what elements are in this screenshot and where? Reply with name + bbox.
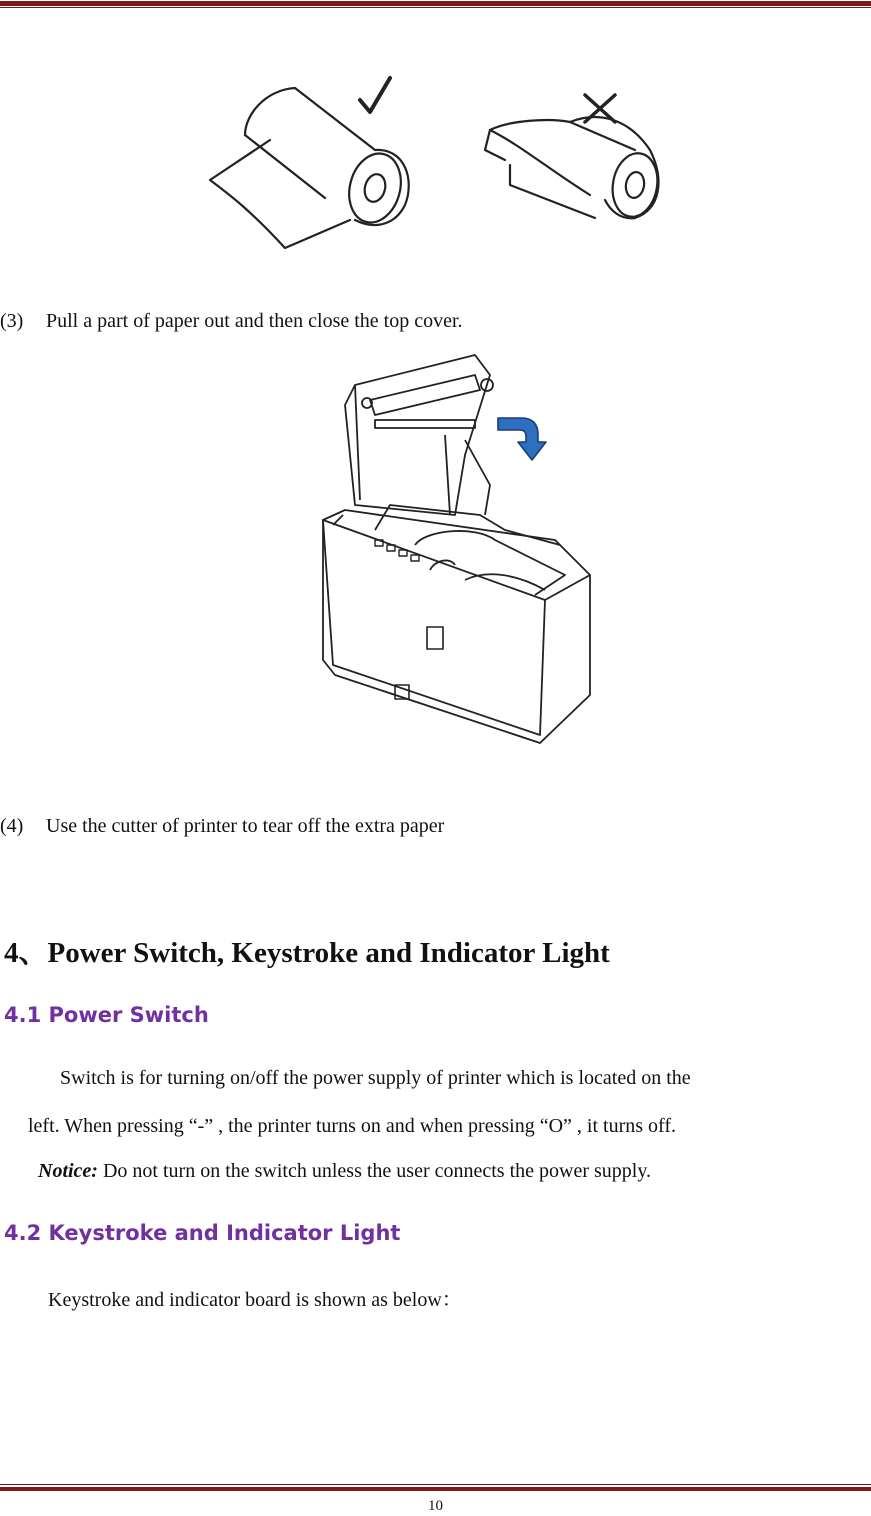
header-rule bbox=[0, 0, 871, 9]
step-4 bbox=[0, 815, 444, 838]
incorrect-roll-illustration bbox=[485, 117, 662, 220]
step-number: (4) bbox=[0, 815, 24, 837]
control-buttons bbox=[375, 540, 419, 561]
notice-text: Do not turn on the switch unless the user connects the power supply. bbox=[97, 1160, 652, 1182]
power-switch bbox=[427, 627, 443, 649]
section-4-1-heading: 4.1 Power Switch bbox=[4, 1003, 209, 1027]
close-cover-arrow bbox=[496, 412, 551, 464]
check-mark-icon bbox=[360, 78, 390, 112]
keystroke-paragraph: Keystroke and indicator board is shown as below： bbox=[48, 1289, 462, 1311]
footer-rule bbox=[0, 1484, 871, 1493]
power-switch-paragraph-line-1: Switch is for turning on/off the power supply of printer which is located on the bbox=[60, 1067, 691, 1089]
step-text: Use the cutter of printer to tear off the extra paper bbox=[46, 815, 445, 837]
section-4-2-heading: 4.2 Keystroke and Indicator Light bbox=[4, 1221, 401, 1245]
power-switch-notice bbox=[38, 1160, 651, 1183]
step-3 bbox=[0, 310, 463, 333]
page-number: 10 bbox=[428, 1498, 443, 1514]
notice-label: Notice: bbox=[38, 1160, 98, 1182]
paper-roll-orientation-figure bbox=[190, 70, 670, 255]
curved-down-arrow-icon bbox=[498, 418, 546, 460]
correct-roll-illustration bbox=[210, 88, 409, 248]
power-switch-paragraph-line-2: left. When pressing “-” , the printer turns on and when pressing “O” , it turns off. bbox=[28, 1115, 676, 1137]
step-number: (3) bbox=[0, 310, 24, 332]
printer-open-cover-figure bbox=[315, 345, 600, 745]
step-text: Pull a part of paper out and then close the top cover. bbox=[46, 310, 463, 332]
section-4-heading: 4、Power Switch, Keystroke and Indicator Light bbox=[4, 937, 610, 969]
